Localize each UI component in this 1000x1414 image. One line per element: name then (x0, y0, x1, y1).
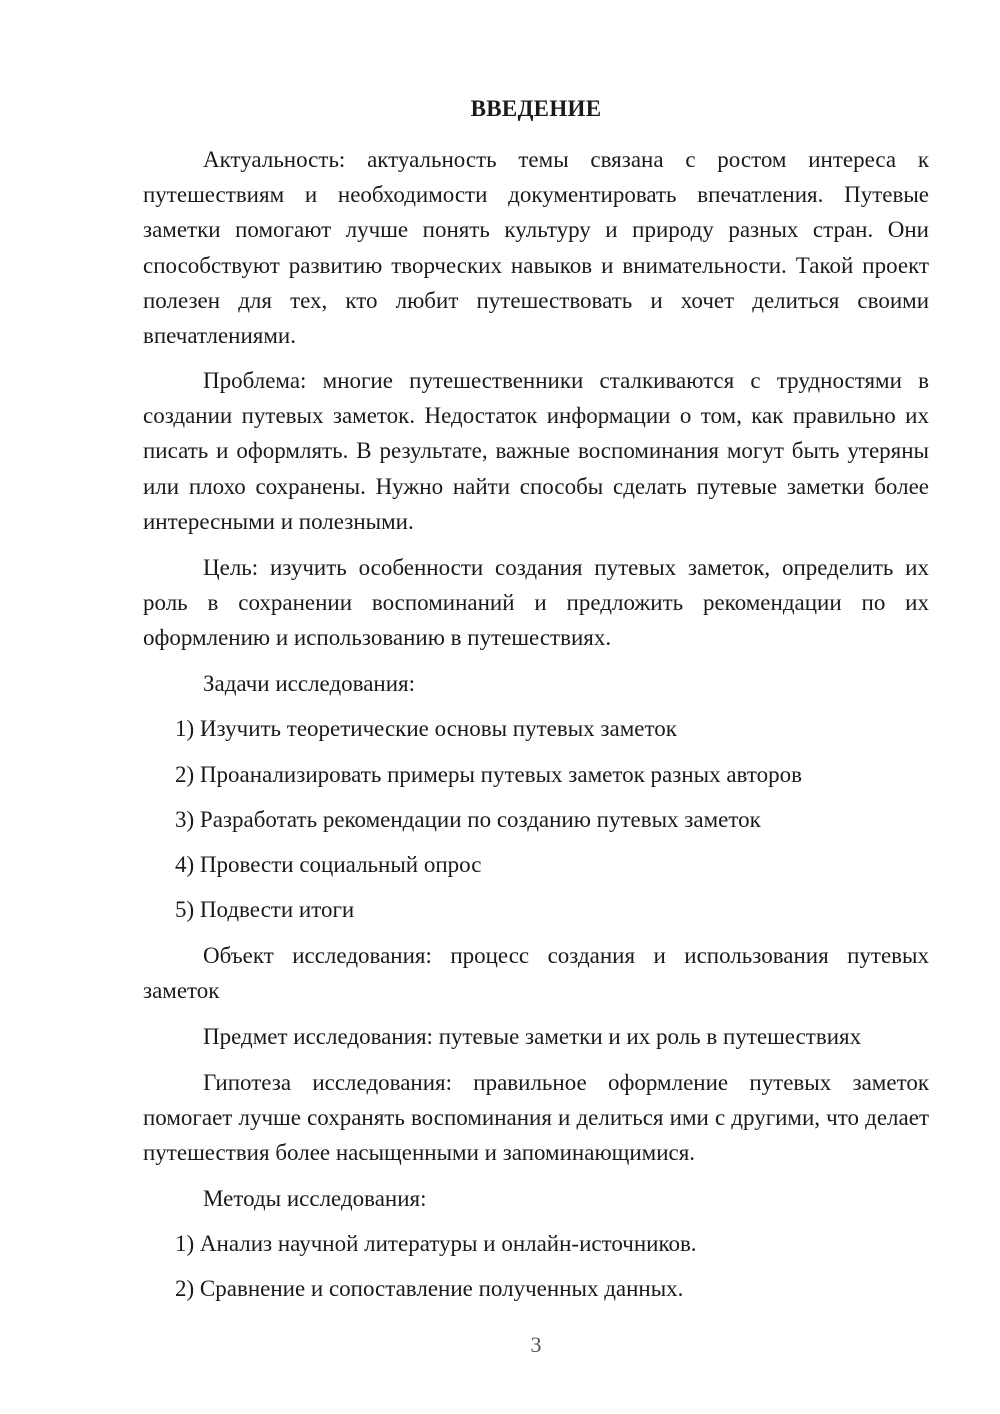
page-number: 3 (530, 1332, 542, 1357)
task-item: 2) Проанализировать примеры путевых заметок разных авторов (175, 762, 802, 787)
task-item: 3) Разработать рекомендации по созданию путевых заметок (175, 807, 761, 832)
paragraph-subject: Предмет исследования: путевые заметки и их роль в путешествиях (203, 1024, 862, 1049)
tasks-label: Задачи исследования: (203, 671, 416, 696)
method-item: 2) Сравнение и сопоставление полученных данных. (175, 1276, 684, 1301)
paragraph-problem: Проблема: многие путешественники сталкиваются с трудностями в создании путевых заметок. Недостаток информации о том, как правильно их писать и оформлять. В результате, важные воспоминания могут быть утеряны или плохо сохранены. Нужно найти способы сделать путевые заметки более интересными и полезными. (143, 368, 929, 534)
task-item: 1) Изучить теоретические основы путевых заметок (175, 716, 677, 741)
section-heading: ВВЕДЕНИЕ (470, 96, 602, 121)
task-item: 4) Провести социальный опрос (175, 852, 482, 877)
paragraph-goal: Цель: изучить особенности создания путевых заметок, определить их роль в сохранении воспоминаний и предложить рекомендации по их оформлению и использованию в путешествиях. (143, 555, 929, 651)
methods-label: Методы исследования: (203, 1186, 427, 1211)
document-page (143, 0, 929, 1414)
paragraph-relevance: Актуальность: актуальность темы связана с ростом интереса к путешествиям и необходимости документировать впечатления. Путевые заметки помогают лучше понять культуру и природу разных стран. Они способствуют развитию творческих навыков и внимательности. Такой проект полезен для тех, кто любит путешествовать и хочет делиться своими впечатлениями. (143, 147, 929, 349)
paragraph-object: Объект исследования: процесс создания и использования путевых заметок (143, 943, 929, 1004)
task-item: 5) Подвести итоги (175, 897, 355, 922)
method-item: 1) Анализ научной литературы и онлайн-источников. (175, 1231, 697, 1256)
paragraph-hypothesis: Гипотеза исследования: правильное оформление путевых заметок помогает лучше сохранять воспоминания и делиться ими с другими, что делает путешествия более насыщенными и запоминающимися. (143, 1070, 929, 1166)
